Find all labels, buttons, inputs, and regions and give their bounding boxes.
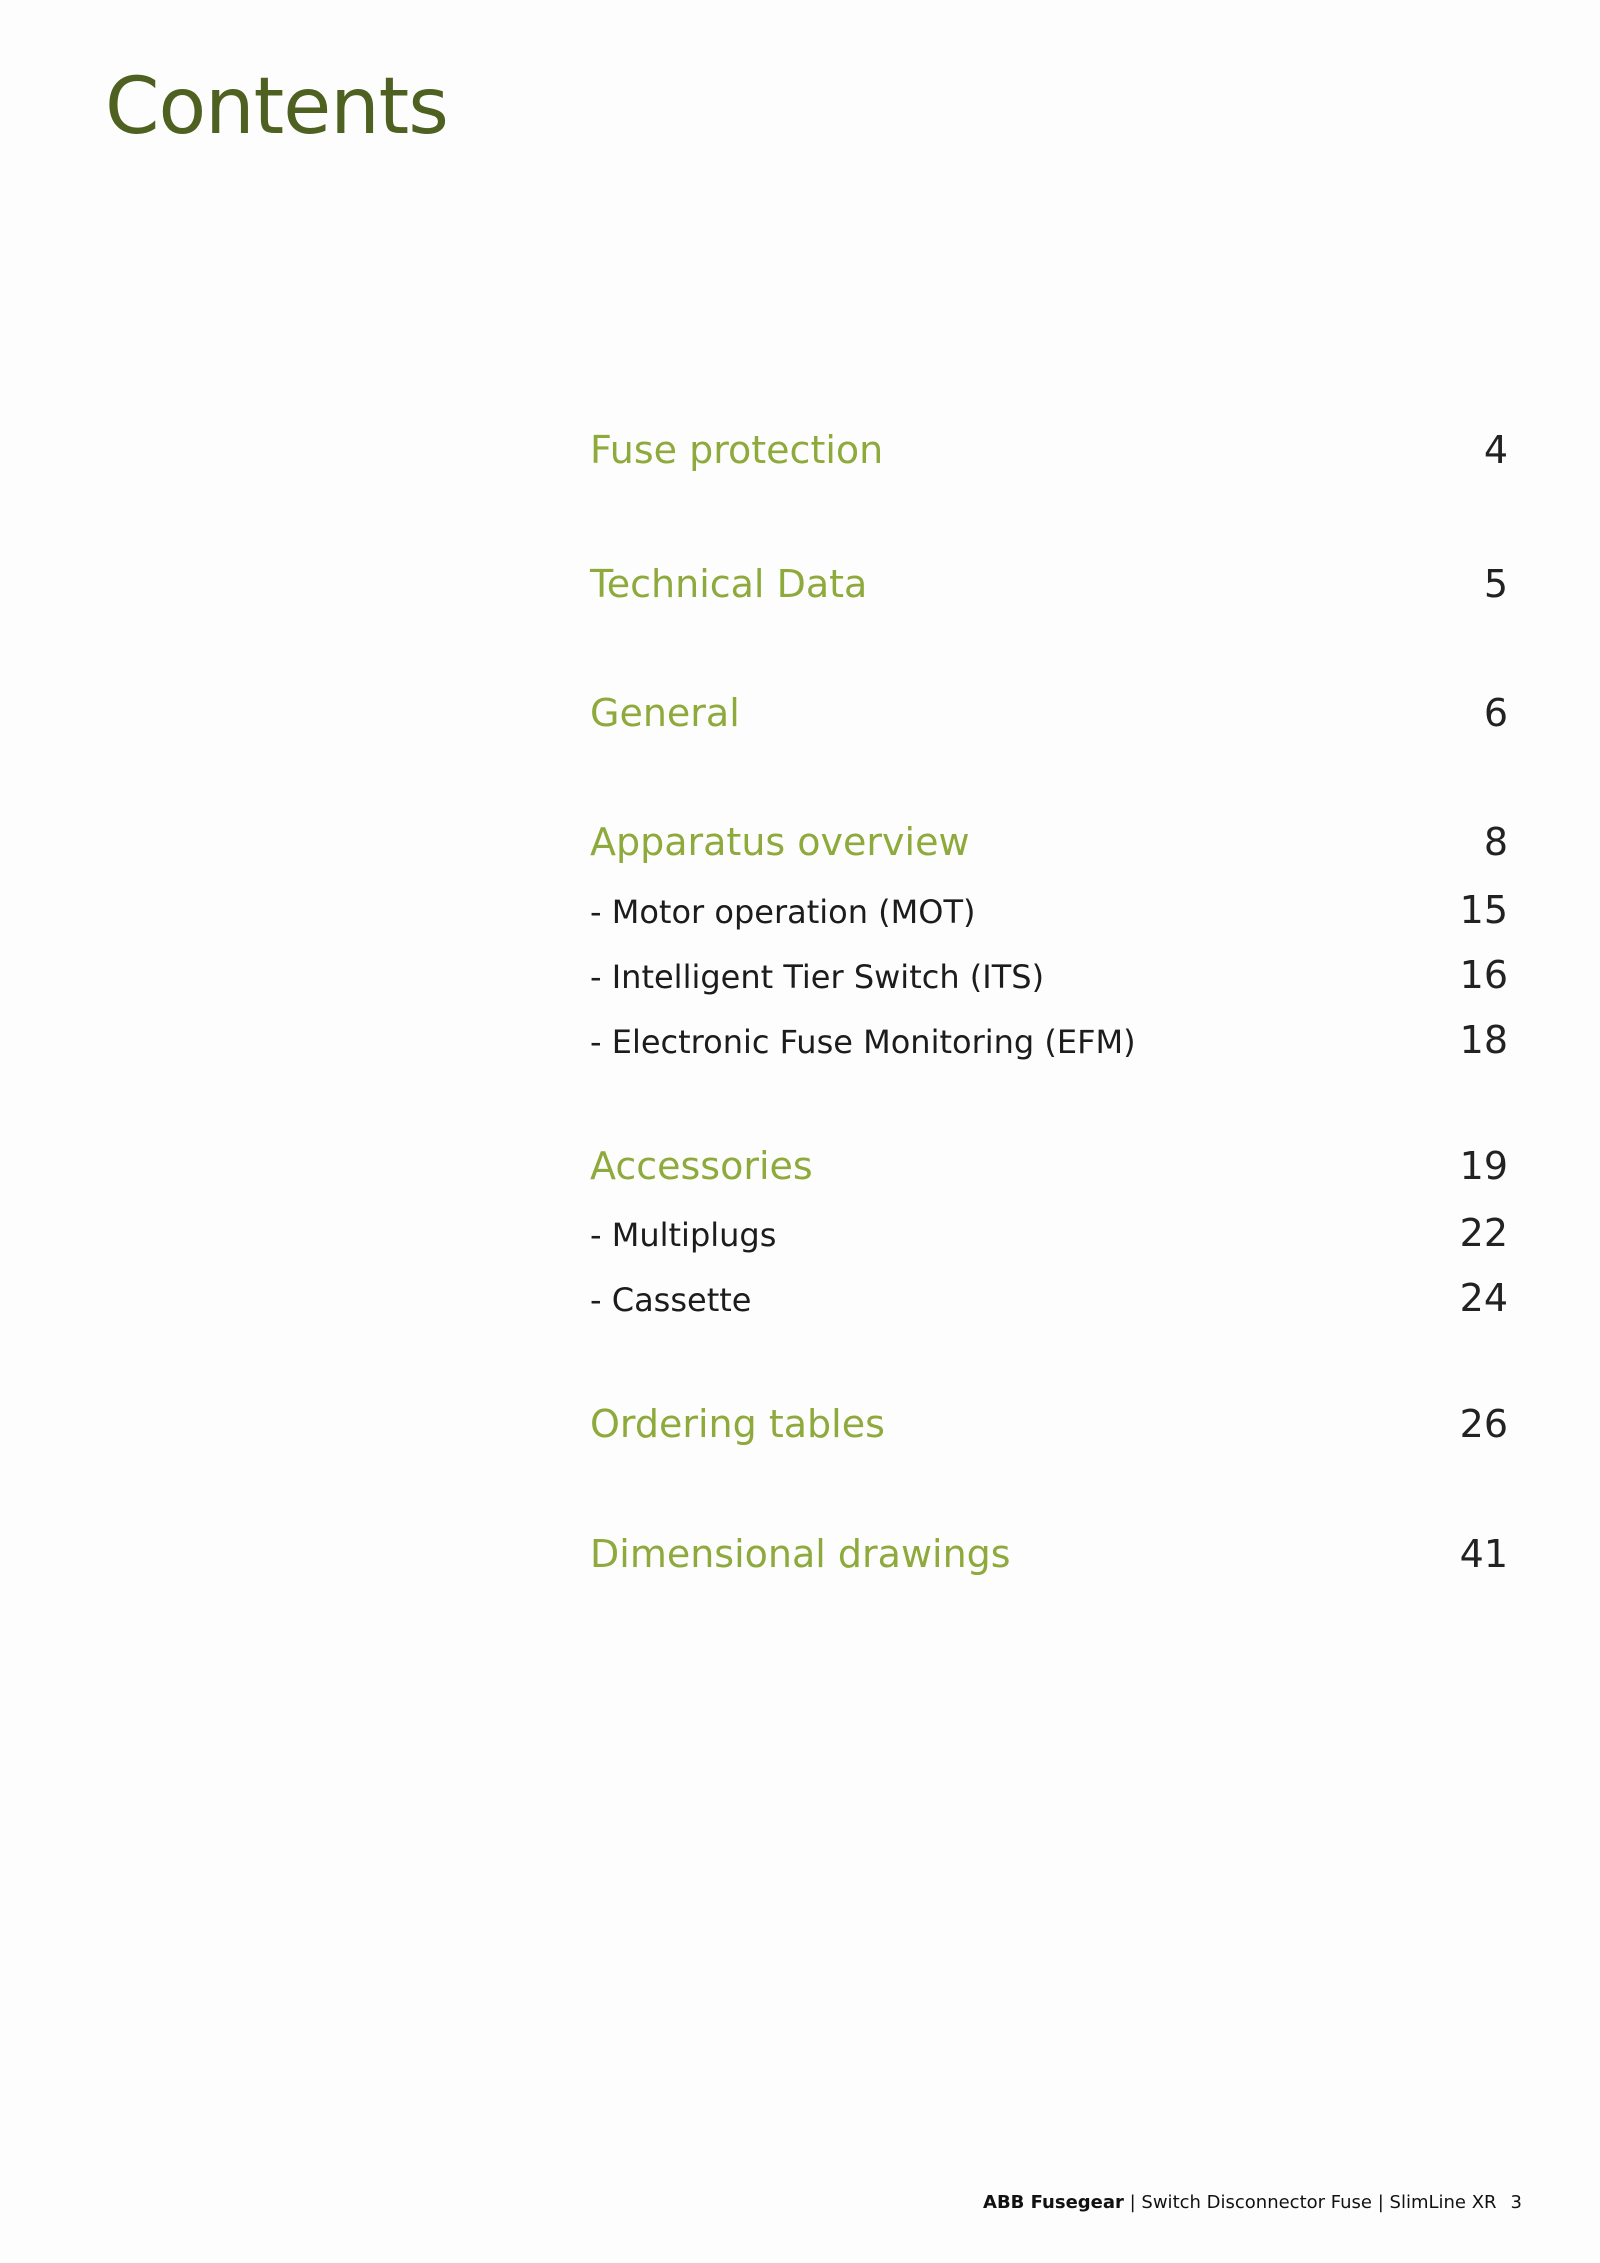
toc-subentry[interactable] bbox=[590, 888, 1508, 932]
toc-entry[interactable] bbox=[590, 428, 1508, 472]
toc-entry-label: Accessories bbox=[590, 1144, 813, 1188]
page-footer bbox=[983, 2192, 1522, 2213]
toc-entry-page: 41 bbox=[1459, 1532, 1508, 1576]
toc-subentry[interactable] bbox=[590, 1211, 1508, 1255]
toc-subentry-page: 16 bbox=[1459, 953, 1508, 997]
footer-brand: ABB Fusegear bbox=[983, 2192, 1124, 2213]
footer-page-number: 3 bbox=[1510, 2192, 1522, 2213]
toc-entry-label: Ordering tables bbox=[590, 1402, 885, 1446]
toc-subentry-label: - Motor operation (MOT) bbox=[590, 893, 976, 931]
page-title: Contents bbox=[105, 62, 448, 152]
toc-entry-page: 19 bbox=[1459, 1144, 1508, 1188]
toc-subentry-label: - Electronic Fuse Monitoring (EFM) bbox=[590, 1023, 1136, 1061]
toc-subentry[interactable] bbox=[590, 1018, 1508, 1062]
toc-subentry[interactable] bbox=[590, 1276, 1508, 1320]
toc-entry-label: General bbox=[590, 691, 740, 735]
toc-entry-label: Technical Data bbox=[590, 562, 868, 606]
toc-entry-page: 8 bbox=[1483, 820, 1508, 864]
toc-entry[interactable] bbox=[590, 691, 1508, 735]
toc-entry-page: 4 bbox=[1483, 428, 1508, 472]
toc-entry-page: 5 bbox=[1483, 562, 1508, 606]
toc-entry-page: 6 bbox=[1483, 691, 1508, 735]
footer-text: | Switch Disconnector Fuse | SlimLine XR bbox=[1123, 2192, 1497, 2213]
toc-entry-label: Apparatus overview bbox=[590, 820, 970, 864]
toc-subentry-page: 24 bbox=[1459, 1276, 1508, 1320]
toc-entry[interactable] bbox=[590, 1532, 1508, 1576]
toc-entry[interactable] bbox=[590, 820, 1508, 864]
toc-entry-page: 26 bbox=[1459, 1402, 1508, 1446]
toc-subentry-label: - Multiplugs bbox=[590, 1216, 777, 1254]
toc-subentry-page: 18 bbox=[1459, 1018, 1508, 1062]
toc-subentry-label: - Intelligent Tier Switch (ITS) bbox=[590, 958, 1045, 996]
toc-subentry[interactable] bbox=[590, 953, 1508, 997]
toc-subentry-page: 22 bbox=[1459, 1211, 1508, 1255]
toc-entry[interactable] bbox=[590, 1144, 1508, 1188]
toc-subentry-label: - Cassette bbox=[590, 1281, 752, 1319]
toc-entry-label: Fuse protection bbox=[590, 428, 884, 472]
toc-subentry-page: 15 bbox=[1459, 888, 1508, 932]
toc-entry[interactable] bbox=[590, 1402, 1508, 1446]
toc-entry-label: Dimensional drawings bbox=[590, 1532, 1011, 1576]
toc-entry[interactable] bbox=[590, 562, 1508, 606]
